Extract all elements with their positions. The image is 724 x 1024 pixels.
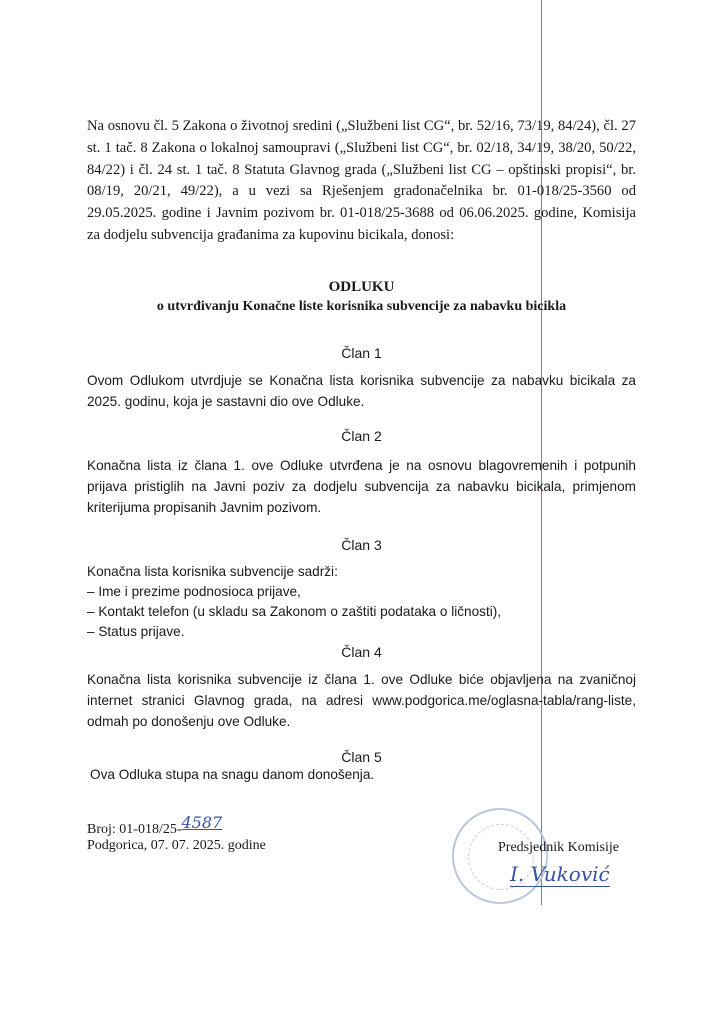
article-4-heading: Član 4 <box>341 644 382 660</box>
document-title: ODLUKU <box>328 279 395 295</box>
article-5-heading: Član 5 <box>341 749 382 765</box>
list-item: – Kontakt telefon (u skladu sa Zakonom o zaštiti podataka o ličnosti), <box>87 604 502 619</box>
article-1-heading: Član 1 <box>341 345 382 361</box>
document-subtitle: o utvrđivanju Konačne liste korisnika subvencije za nabavku bicikla <box>156 299 567 314</box>
article-3-body <box>87 562 636 642</box>
signature: I. Vuković <box>510 862 610 886</box>
article-3-text: Konačna lista korisnika subvencije sadrži: <box>87 564 338 579</box>
list-item: – Ime i prezime podnosioca prijave, <box>87 584 301 599</box>
article-1-text: Ovom Odlukom utvrdjuje se Konačna lista korisnika subvencije za nabavku bicikala za 2025. godinu, koja je sastavni dio ove Odluke. <box>87 373 636 409</box>
preamble: Na osnovu čl. 5 Zakona o životnoj sredini („Službeni list CG“, br. 52/16, 73/19, 84/24), čl. 27 st. 1 tač. 8 Zakona o lokalnoj samoupravi („Službeni list CG“, br. 02/18, 34/19, 38/20, 50/22, 84/22) i čl. 24 st. 1 tač. 8 Statuta Glavnog grada („Službeni list CG – opštinski propisi“, br. 08/19, 20/21, 49/22), a u vezi sa Rješenjem gradonačelnika br. 01-018/25-3560 od 29.05.2025. godine i Javnim pozivom br. 01-018/25-3688 od 06.06.2025. godine, Komisija za dodjelu subvencija građanima za kupovinu bicikala, donosi: <box>87 118 636 243</box>
article-3-heading: Član 3 <box>341 537 382 553</box>
signatory-title: Predsjednik Komisije <box>498 840 619 855</box>
number-prefix: Broj: 01-018/25- <box>87 822 182 837</box>
official-stamp <box>452 808 548 904</box>
list-item: – Status prijave. <box>87 624 185 639</box>
article-5-text: Ova Odluka stupa na snagu danom donošenja. <box>90 767 375 782</box>
handwritten-number: 4587 <box>181 813 223 832</box>
article-2-heading: Član 2 <box>341 428 382 444</box>
article-4-text: Konačna lista korisnika subvencije iz člana 1. ove Odluke biće objavljena na zvaničnoj internet stranici Glavnog grada, na adresi www.podgorica.me/oglasna-tabla/rang-liste, odmah po donošenju ove Odluke. <box>87 672 636 729</box>
article-2-text: Konačna lista iz člana 1. ove Odluke utvrđena je na osnovu blagovremenih i potpunih prijava pristiglih na Javni poziv za dodjelu subvencija za nabavku bicikala, primjenom kriterijuma propisanih Javnim pozivom. <box>87 458 636 515</box>
document-number <box>87 813 223 838</box>
place-date: Podgorica, 07. 07. 2025. godine <box>87 838 266 853</box>
